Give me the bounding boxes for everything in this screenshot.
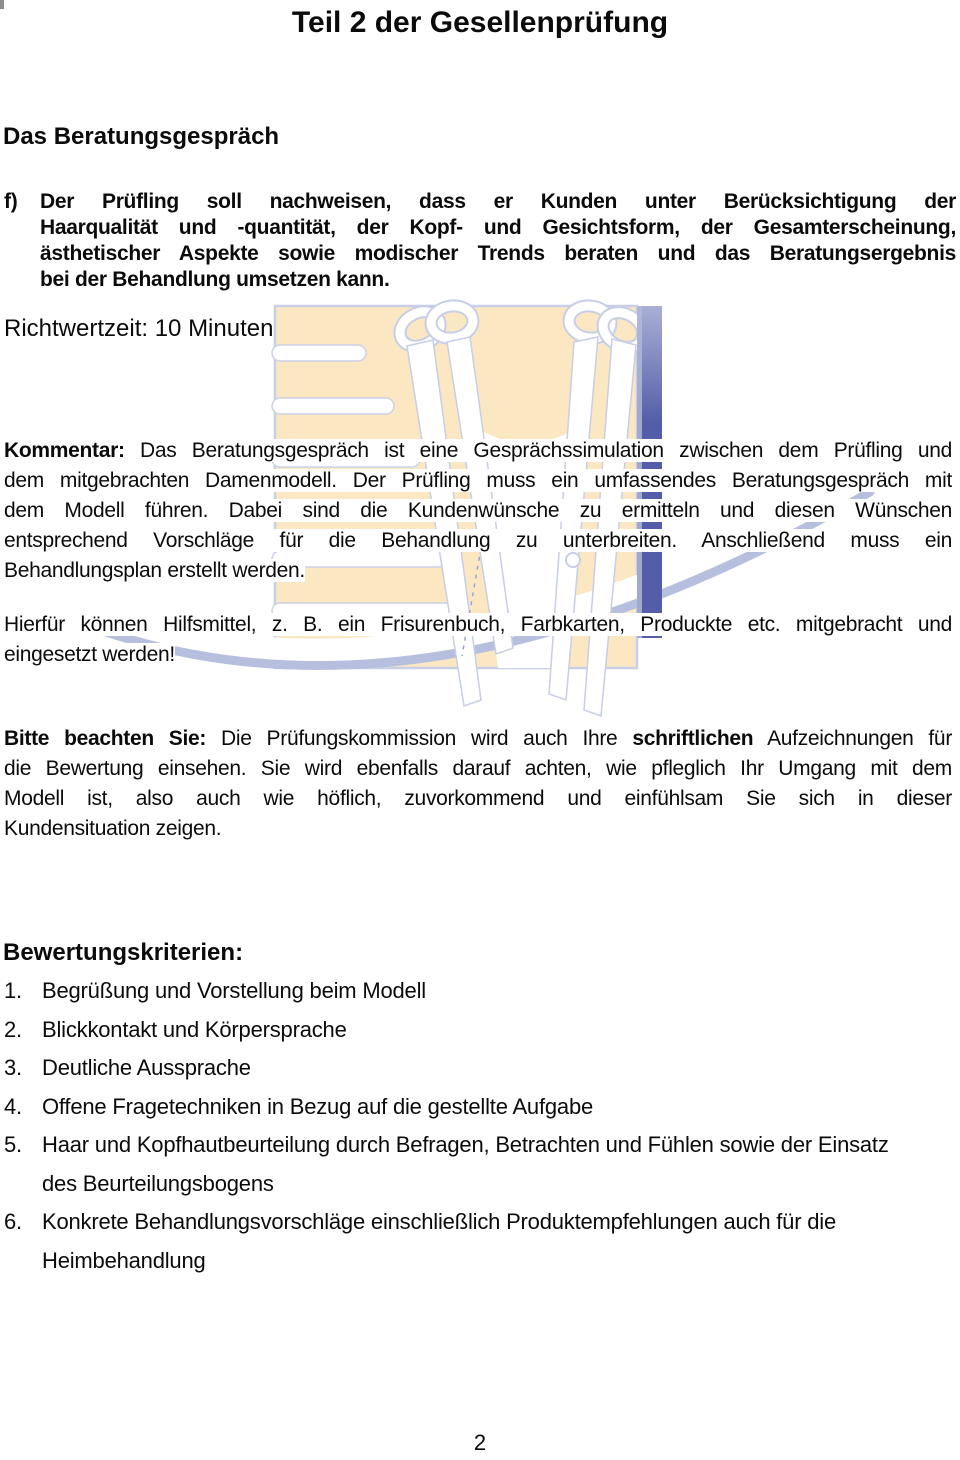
item-f-label: f) — [4, 190, 18, 213]
text-line: eingesetzt werden! — [4, 643, 175, 666]
text-line: Blickkontakt und Körpersprache — [42, 1016, 347, 1042]
document-title: Teil 2 der Gesellenprüfung — [291, 6, 669, 39]
list-item-number: 6. — [4, 1209, 22, 1234]
criteria-list-item — [4, 1049, 956, 1088]
list-item-number: 1. — [4, 978, 22, 1003]
text-line: Der Prüfling soll nachweisen, dass er Kunden unter Berücksichtigung der — [40, 190, 956, 213]
text-line: Kommentar: Das Beratungsgespräch ist eine Gesprächssimulation zwischen dem Prüfling und — [4, 439, 952, 462]
text-line: des Beurteilungsbogens — [42, 1170, 274, 1196]
text-line: Konkrete Behandlungsvorschläge einschließlich Produktempfehlungen auch für die — [42, 1209, 837, 1234]
text-line: Offene Fragetechniken in Bezug auf die gestellte Aufgabe — [42, 1093, 594, 1119]
text-line: Deutliche Aussprache — [42, 1055, 251, 1080]
text-line: ästhetischer Aspekte sowie modischer Trends beraten und das Beratungsergebnis — [40, 242, 956, 265]
list-item-number: 3. — [4, 1055, 22, 1080]
scan-corner-artifact — [0, 0, 4, 9]
paragraph-hilfsmittel — [4, 610, 952, 670]
text-line: Behandlungsplan erstellt werden. — [4, 559, 305, 582]
text-line: Heimbehandlung — [42, 1247, 206, 1273]
list-item-number: 2. — [4, 1016, 22, 1042]
text-line: entsprechend Vorschläge für die Behandlung zu unterbreiten. Anschließend muss ein — [4, 529, 952, 552]
text-line: Haarqualität und -quantität, der Kopf- und Gesichtsform, der Gesamterscheinung, — [40, 216, 956, 239]
criteria-list-item — [4, 972, 956, 1011]
text-line: die Bewertung einsehen. Sie wird ebenfalls darauf achten, wie pfleglich Ihr Umgang mit dem — [4, 757, 952, 780]
criteria-list-item — [4, 1203, 956, 1280]
text-line: Haar und Kopfhautbeurteilung durch Befragen, Betrachten und Fühlen sowie der Einsatz — [42, 1132, 889, 1157]
page-number: 2 — [473, 1430, 487, 1455]
criteria-list-item — [4, 1088, 956, 1127]
item-f-text — [40, 189, 956, 293]
section-heading: Das Beratungsgespräch — [3, 123, 280, 150]
list-item-number: 5. — [4, 1132, 22, 1157]
criteria-heading: Bewertungskriterien: — [3, 939, 244, 966]
text-line: dem mitgebrachten Damenmodell. Der Prüfling muss ein umfassendes Beratungsgespräch mit — [4, 469, 952, 492]
paragraph-item-f — [4, 189, 956, 293]
criteria-list-item — [4, 1126, 956, 1203]
guideline-time-text: Richtwertzeit: 10 Minuten — [4, 315, 274, 342]
text-line: Bitte beachten Sie: Die Prüfungskommission wird auch Ihre schriftlichen Aufzeichnungen für — [4, 727, 952, 750]
criteria-list-item — [4, 1011, 956, 1050]
text-line: Hierfür können Hilfsmittel, z. B. ein Frisurenbuch, Farbkarten, Produckte etc. mitgebracht und — [4, 613, 952, 636]
text-line: bei der Behandlung umsetzen kann. — [40, 268, 390, 291]
criteria-list — [4, 972, 956, 1280]
text-line: Begrüßung und Vorstellung beim Modell — [42, 978, 426, 1003]
text-line: Kundensituation zeigen. — [4, 817, 222, 840]
text-line: Modell ist, also auch wie höflich, zuvorkommend und einfühlsam Sie sich in dieser — [4, 787, 952, 810]
text-line: dem Modell führen. Dabei sind die Kundenwünsche zu ermitteln und diesen Wünschen — [4, 499, 952, 522]
list-item-number: 4. — [4, 1093, 22, 1119]
paragraph-hinweis — [4, 724, 952, 844]
paragraph-kommentar — [4, 436, 952, 586]
